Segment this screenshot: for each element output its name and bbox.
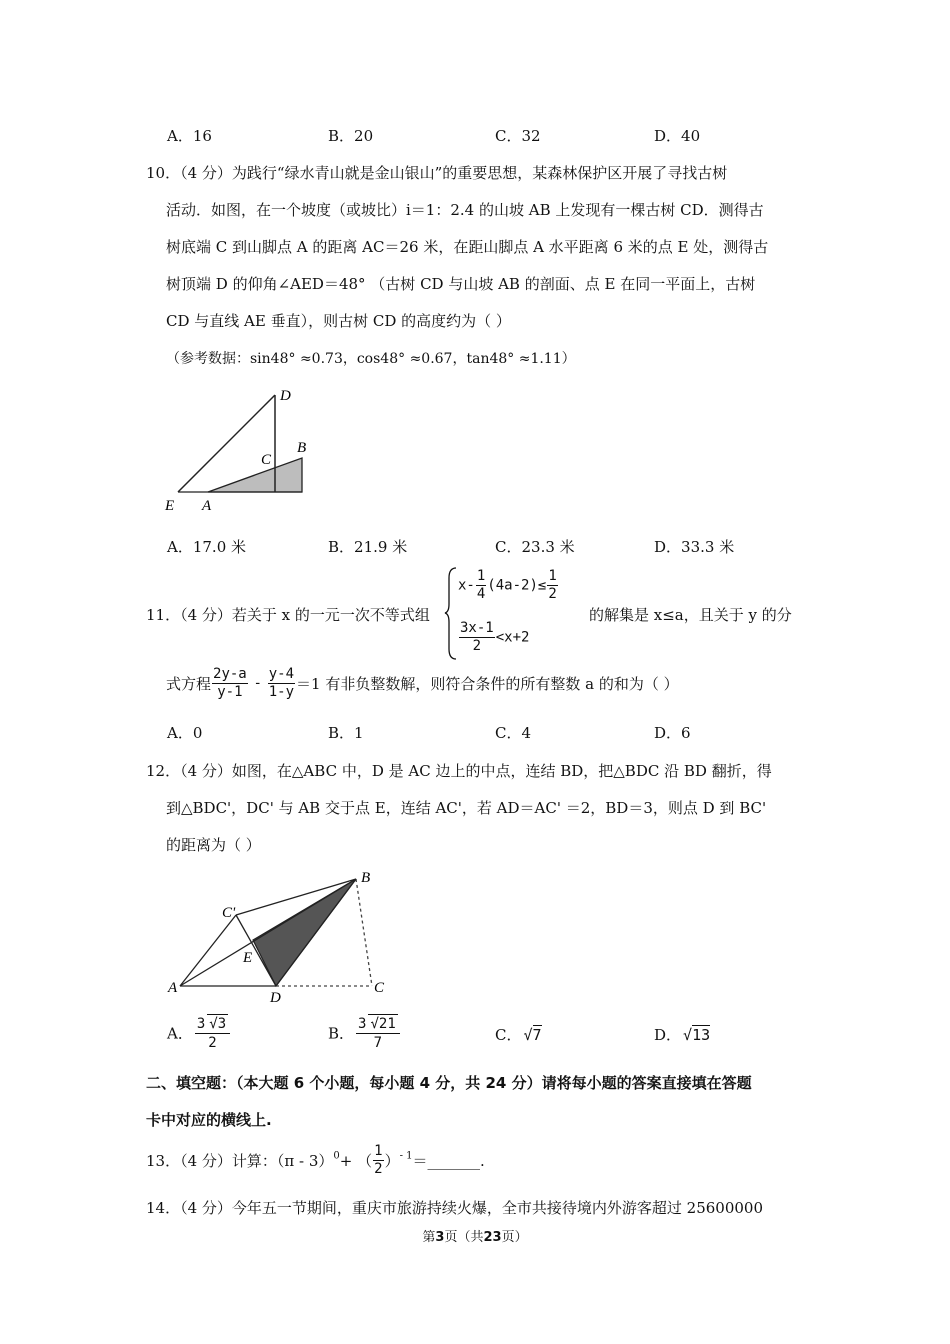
q10-figure [160, 380, 320, 515]
q12-line-3: 的距离为（ ） [166, 836, 261, 854]
q11-prefix: 11．（4 分）若关于 x 的一元一次不等式组 [146, 606, 430, 624]
q12-option-c: C． √7 [495, 1026, 542, 1044]
q12-option-b: B． $\frac{3 √21}{7}$ [328, 1014, 402, 1052]
q10-option-d: D．33.3 米 [654, 538, 735, 556]
q12-label-e: E [243, 950, 253, 966]
q12-segment-acp [180, 915, 236, 986]
q11-suffix: 的解集是 x≤a，且关于 y 的分 [589, 606, 792, 624]
total-pages: 23 [483, 1230, 502, 1245]
q11-line2-prefix: 式方程 [166, 675, 212, 693]
question-14: 14．（4 分）今年五一节期间，重庆市旅游持续火爆，全市共接待境内外游客超过 25600000 [146, 1199, 764, 1217]
page-footer: 第3页（共23页） [422, 1230, 528, 1245]
q10-line-1: 10．（4 分）为践行“绿水青山就是金山银山”的重要思想，某森林保护区开展了寻找古树 [146, 164, 728, 182]
q12-label-d: D [270, 990, 281, 1006]
q11-option-c: C．4 [495, 724, 532, 742]
q12-label-a: A [168, 980, 178, 996]
q12-option-a: A． $\frac{3 √3}{2}$ [167, 1014, 232, 1052]
q10-slope-shape [208, 458, 302, 492]
q12-segment-bc [356, 879, 372, 986]
q12-label-b: B [361, 870, 371, 886]
q10-label-d: D [280, 388, 291, 404]
q10-label-a: A [202, 498, 212, 514]
q11-brace [444, 566, 458, 661]
q9-option-a: A．16 [167, 127, 212, 145]
q12-option-d: D． √13 [654, 1026, 711, 1044]
q13-suffix: ＝_______. [412, 1152, 485, 1170]
q10-option-a: A．17.0 米 [167, 538, 246, 556]
question-13 [146, 1143, 485, 1178]
q12-line-2: 到△BDC'，DC' 与 AB 交于点 E，连结 AC'，若 AD＝AC' ＝2，BD＝3，则点 D 到 BC' [166, 799, 767, 817]
q11-option-b: B．1 [328, 724, 364, 742]
q11-ineq2-den: 2 [472, 638, 482, 654]
q11-ineq1-a: x- [458, 577, 475, 594]
q11-ineq1-rnum: 1 [548, 568, 557, 584]
q11-ineq-1 [458, 568, 559, 603]
q10-option-b: B．21.9 米 [328, 538, 408, 556]
q13-exp1: - 1 [399, 1150, 413, 1162]
q11-ineq2-b: <x+2 [495, 629, 530, 646]
section2-line-2: 卡中对应的横线上. [146, 1111, 272, 1129]
q13-close: ） [384, 1152, 400, 1170]
q9-option-b: B．20 [328, 127, 374, 145]
current-page: 3 [435, 1230, 445, 1245]
q10-option-c: C．23.3 米 [495, 538, 575, 556]
q11-line2-suffix: ＝1 有非负整数解，则符合条件的所有整数 a 的和为（ ） [296, 675, 679, 693]
q11-ineq1-num: 1 [476, 568, 486, 584]
q13-prefix: 13．（4 分）计算：（π - 3） [146, 1152, 334, 1170]
q13-den: 2 [374, 1161, 383, 1177]
q11-ineq1-b: (4a-2)≤ [487, 577, 547, 594]
q12-line-1: 12．（4 分）如图，在△ABC 中，D 是 AC 边上的中点，连结 BD，把△BDC 沿 BD 翻折，得 [146, 762, 772, 780]
q11-eq-num2: y-4 [268, 666, 295, 682]
q10-line-2: 活动．如图，在一个坡度（或坡比）i＝1：2.4 的山坡 AB 上发现有一棵古树 CD．测得古 [166, 201, 764, 219]
q12-label-cprime: C' [222, 905, 236, 921]
q10-line-5: CD 与直线 AE 垂直），则古树 CD 的高度约为（ ） [166, 312, 511, 330]
q11-option-d: D．6 [654, 724, 691, 742]
q13-num: 1 [374, 1143, 383, 1159]
q10-line-4: 树顶端 D 的仰角∠AED＝48° （古树 CD 与山坡 AB 的剖面、点 E 在同一平面上，古树 [166, 275, 756, 293]
q10-label-e: E [165, 498, 175, 514]
q11-eq-num1: 2y-a [213, 666, 247, 682]
q11-ineq-2 [458, 620, 529, 655]
q11-ineq1-rden: 2 [548, 586, 557, 602]
q12-label-c: C [374, 980, 385, 996]
q13-plus: + （ [339, 1152, 373, 1170]
section2-line-1: 二、填空题：（本大题 6 个小题，每小题 4 分，共 24 分）请将每小题的答案直接填在答题 [146, 1074, 752, 1092]
q11-eq-den2: 1-y [268, 684, 295, 700]
q11-eq-den1: y-1 [217, 684, 243, 700]
q10-reference: （参考数据：sin48° ≈0.73，cos48° ≈0.67，tan48° ≈1.11） [166, 351, 576, 367]
q9-option-c: C．32 [495, 127, 541, 145]
q12-figure [160, 862, 390, 1007]
q11-eq-minus: - [253, 675, 262, 692]
q9-option-d: D．40 [654, 127, 701, 145]
q10-label-b: B [297, 440, 307, 456]
q10-label-c: C [261, 452, 272, 468]
q11-ineq1-den: 4 [476, 586, 486, 602]
q10-line-3: 树底端 C 到山脚点 A 的距离 AC＝26 米，在距山脚点 A 水平距离 6 米的点 E 处，测得古 [166, 238, 769, 256]
q13-exp0: 0 [333, 1150, 340, 1162]
q11-ineq2-num: 3x-1 [460, 620, 494, 636]
q11-line-2 [166, 666, 679, 701]
q11-option-a: A．0 [167, 724, 203, 742]
